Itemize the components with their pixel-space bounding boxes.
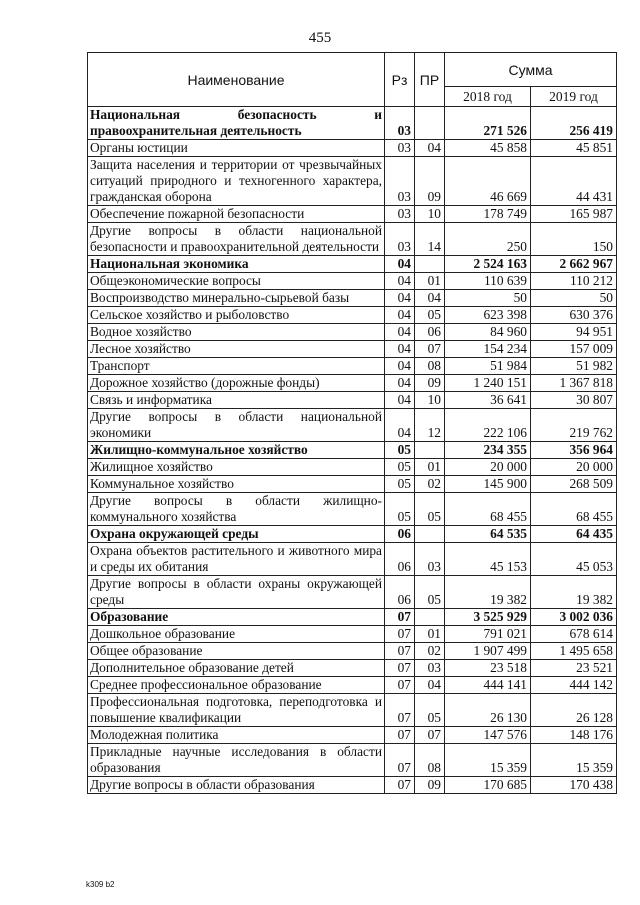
header-year-2019: 2019 год — [531, 87, 617, 107]
row-pr — [415, 609, 445, 626]
table-row — [88, 744, 617, 777]
row-rz: 04 — [385, 256, 415, 273]
table-row — [88, 358, 617, 375]
row-value-2018: 15 359 — [445, 744, 531, 777]
header-pr: ПР — [415, 53, 445, 107]
row-rz: 05 — [385, 476, 415, 493]
row-name: Другие вопросы в области жилищно-коммунального хозяйства — [88, 493, 385, 526]
table-row — [88, 307, 617, 324]
row-name: Другие вопросы в области образования — [88, 777, 385, 794]
row-value-2018: 154 234 — [445, 341, 531, 358]
row-name: Национальная безопасность и правоохранительная деятельность — [88, 107, 385, 140]
row-value-2019: 165 987 — [531, 206, 617, 223]
row-rz: 04 — [385, 392, 415, 409]
row-value-2019: 68 455 — [531, 493, 617, 526]
row-rz: 07 — [385, 609, 415, 626]
row-rz: 05 — [385, 493, 415, 526]
row-value-2018: 145 900 — [445, 476, 531, 493]
row-value-2019: 256 419 — [531, 107, 617, 140]
row-value-2018: 36 641 — [445, 392, 531, 409]
row-pr — [415, 526, 445, 543]
row-name: Среднее профессиональное образование — [88, 677, 385, 694]
row-pr: 07 — [415, 727, 445, 744]
row-rz: 03 — [385, 223, 415, 256]
row-value-2019: 157 009 — [531, 341, 617, 358]
row-value-2018: 26 130 — [445, 694, 531, 727]
table-row — [88, 256, 617, 273]
row-value-2018: 51 984 — [445, 358, 531, 375]
row-value-2018: 1 240 151 — [445, 375, 531, 392]
row-value-2019: 44 431 — [531, 157, 617, 206]
row-value-2019: 23 521 — [531, 660, 617, 677]
row-value-2018: 170 685 — [445, 777, 531, 794]
row-value-2019: 15 359 — [531, 744, 617, 777]
row-pr: 04 — [415, 290, 445, 307]
table-row — [88, 609, 617, 626]
table-row — [88, 290, 617, 307]
row-pr: 10 — [415, 206, 445, 223]
row-rz: 04 — [385, 290, 415, 307]
row-value-2018: 68 455 — [445, 493, 531, 526]
row-value-2019: 630 376 — [531, 307, 617, 324]
row-name: Связь и информатика — [88, 392, 385, 409]
table-row — [88, 392, 617, 409]
row-value-2018: 46 669 — [445, 157, 531, 206]
table-row — [88, 660, 617, 677]
row-value-2018: 444 141 — [445, 677, 531, 694]
table-row — [88, 324, 617, 341]
header-year-2018: 2018 год — [445, 87, 531, 107]
row-pr: 09 — [415, 375, 445, 392]
table-row — [88, 777, 617, 794]
row-value-2019: 444 142 — [531, 677, 617, 694]
row-rz: 04 — [385, 273, 415, 290]
table-row — [88, 677, 617, 694]
row-pr: 08 — [415, 744, 445, 777]
row-name: Общеэкономические вопросы — [88, 273, 385, 290]
budget-table — [87, 52, 617, 794]
row-value-2018: 623 398 — [445, 307, 531, 324]
table-row — [88, 206, 617, 223]
table-row — [88, 273, 617, 290]
row-name: Жилищное хозяйство — [88, 459, 385, 476]
table-row — [88, 526, 617, 543]
header-name: Наименование — [88, 53, 385, 107]
row-pr: 01 — [415, 273, 445, 290]
row-name: Дошкольное образование — [88, 626, 385, 643]
row-value-2018: 50 — [445, 290, 531, 307]
row-rz: 04 — [385, 307, 415, 324]
table-row — [88, 223, 617, 256]
row-rz: 07 — [385, 744, 415, 777]
row-pr: 02 — [415, 476, 445, 493]
row-name: Другие вопросы в области охраны окружающей среды — [88, 576, 385, 609]
row-value-2018: 178 749 — [445, 206, 531, 223]
row-rz: 04 — [385, 341, 415, 358]
row-rz: 07 — [385, 626, 415, 643]
row-value-2019: 268 509 — [531, 476, 617, 493]
row-name: Прикладные научные исследования в области образования — [88, 744, 385, 777]
row-value-2018: 250 — [445, 223, 531, 256]
table-row — [88, 576, 617, 609]
row-value-2019: 51 982 — [531, 358, 617, 375]
header-sum: Сумма — [445, 53, 617, 87]
row-value-2018: 2 524 163 — [445, 256, 531, 273]
row-value-2019: 678 614 — [531, 626, 617, 643]
row-rz: 07 — [385, 777, 415, 794]
row-name: Органы юстиции — [88, 140, 385, 157]
table-row — [88, 626, 617, 643]
row-value-2018: 3 525 929 — [445, 609, 531, 626]
row-rz: 03 — [385, 157, 415, 206]
row-value-2018: 45 858 — [445, 140, 531, 157]
row-value-2019: 1 495 658 — [531, 643, 617, 660]
row-pr: 05 — [415, 576, 445, 609]
row-pr — [415, 256, 445, 273]
table-row — [88, 643, 617, 660]
row-name: Дорожное хозяйство (дорожные фонды) — [88, 375, 385, 392]
row-pr: 03 — [415, 660, 445, 677]
row-value-2018: 23 518 — [445, 660, 531, 677]
row-value-2019: 20 000 — [531, 459, 617, 476]
row-value-2018: 20 000 — [445, 459, 531, 476]
row-value-2019: 64 435 — [531, 526, 617, 543]
row-value-2018: 64 535 — [445, 526, 531, 543]
row-name: Образование — [88, 609, 385, 626]
row-pr: 09 — [415, 777, 445, 794]
row-pr: 09 — [415, 157, 445, 206]
row-rz: 04 — [385, 409, 415, 442]
row-name: Охрана окружающей среды — [88, 526, 385, 543]
row-value-2019: 45 053 — [531, 543, 617, 576]
table-row — [88, 409, 617, 442]
row-rz: 07 — [385, 677, 415, 694]
table-row — [88, 727, 617, 744]
row-name: Защита населения и территории от чрезвычайных ситуаций природного и техногенного характера, гражданская оборона — [88, 157, 385, 206]
row-name: Дополнительное образование детей — [88, 660, 385, 677]
row-value-2019: 30 807 — [531, 392, 617, 409]
page-number: 455 — [308, 30, 332, 46]
table-row — [88, 157, 617, 206]
row-value-2019: 110 212 — [531, 273, 617, 290]
row-name: Коммунальное хозяйство — [88, 476, 385, 493]
row-rz: 04 — [385, 375, 415, 392]
row-pr: 05 — [415, 694, 445, 727]
table-row — [88, 341, 617, 358]
header-rz: Рз — [385, 53, 415, 107]
row-pr: 05 — [415, 307, 445, 324]
row-name: Профессиональная подготовка, переподготовка и повышение квалификации — [88, 694, 385, 727]
row-value-2018: 791 021 — [445, 626, 531, 643]
row-value-2018: 271 526 — [445, 107, 531, 140]
row-rz: 06 — [385, 543, 415, 576]
row-rz: 07 — [385, 643, 415, 660]
row-name: Другие вопросы в области национальной экономики — [88, 409, 385, 442]
row-rz: 06 — [385, 576, 415, 609]
row-value-2018: 45 153 — [445, 543, 531, 576]
row-pr: 06 — [415, 324, 445, 341]
row-rz: 07 — [385, 727, 415, 744]
row-rz: 05 — [385, 442, 415, 459]
row-pr — [415, 107, 445, 140]
row-value-2019: 26 128 — [531, 694, 617, 727]
footer-code: k309 b2 — [86, 880, 115, 889]
row-rz: 03 — [385, 206, 415, 223]
row-value-2018: 19 382 — [445, 576, 531, 609]
row-name: Жилищно-коммунальное хозяйство — [88, 442, 385, 459]
table-row — [88, 442, 617, 459]
row-pr: 01 — [415, 459, 445, 476]
row-rz: 03 — [385, 140, 415, 157]
row-value-2018: 234 355 — [445, 442, 531, 459]
row-value-2018: 222 106 — [445, 409, 531, 442]
row-pr: 04 — [415, 140, 445, 157]
row-value-2019: 219 762 — [531, 409, 617, 442]
row-rz: 07 — [385, 660, 415, 677]
row-pr: 08 — [415, 358, 445, 375]
row-value-2019: 356 964 — [531, 442, 617, 459]
row-pr: 07 — [415, 341, 445, 358]
row-rz: 03 — [385, 107, 415, 140]
row-pr: 05 — [415, 493, 445, 526]
row-value-2019: 45 851 — [531, 140, 617, 157]
row-name: Другие вопросы в области национальной безопасности и правоохранительной деятельности — [88, 223, 385, 256]
row-value-2019: 50 — [531, 290, 617, 307]
row-rz: 06 — [385, 526, 415, 543]
row-value-2018: 147 576 — [445, 727, 531, 744]
row-name: Национальная экономика — [88, 256, 385, 273]
row-rz: 05 — [385, 459, 415, 476]
row-pr: 02 — [415, 643, 445, 660]
row-pr: 01 — [415, 626, 445, 643]
row-rz: 04 — [385, 358, 415, 375]
row-name: Сельское хозяйство и рыболовство — [88, 307, 385, 324]
table-row — [88, 459, 617, 476]
row-value-2019: 170 438 — [531, 777, 617, 794]
row-rz: 07 — [385, 694, 415, 727]
row-value-2019: 19 382 — [531, 576, 617, 609]
row-value-2018: 110 639 — [445, 273, 531, 290]
table-row — [88, 140, 617, 157]
row-value-2019: 3 002 036 — [531, 609, 617, 626]
table-row — [88, 493, 617, 526]
row-rz: 04 — [385, 324, 415, 341]
row-pr — [415, 442, 445, 459]
table-row — [88, 476, 617, 493]
row-value-2019: 148 176 — [531, 727, 617, 744]
row-pr: 04 — [415, 677, 445, 694]
row-value-2018: 1 907 499 — [445, 643, 531, 660]
table-row — [88, 375, 617, 392]
row-pr: 10 — [415, 392, 445, 409]
table-row — [88, 543, 617, 576]
table-row — [88, 694, 617, 727]
row-pr: 03 — [415, 543, 445, 576]
row-value-2018: 84 960 — [445, 324, 531, 341]
row-name: Транспорт — [88, 358, 385, 375]
table-row — [88, 107, 617, 140]
row-value-2019: 150 — [531, 223, 617, 256]
row-name: Лесное хозяйство — [88, 341, 385, 358]
row-value-2019: 2 662 967 — [531, 256, 617, 273]
row-value-2019: 1 367 818 — [531, 375, 617, 392]
row-pr: 14 — [415, 223, 445, 256]
row-pr: 12 — [415, 409, 445, 442]
row-name: Водное хозяйство — [88, 324, 385, 341]
row-name: Молодежная политика — [88, 727, 385, 744]
row-value-2019: 94 951 — [531, 324, 617, 341]
row-name: Охрана объектов растительного и животного мира и среды их обитания — [88, 543, 385, 576]
row-name: Воспроизводство минерально-сырьевой базы — [88, 290, 385, 307]
row-name: Общее образование — [88, 643, 385, 660]
row-name: Обеспечение пожарной безопасности — [88, 206, 385, 223]
